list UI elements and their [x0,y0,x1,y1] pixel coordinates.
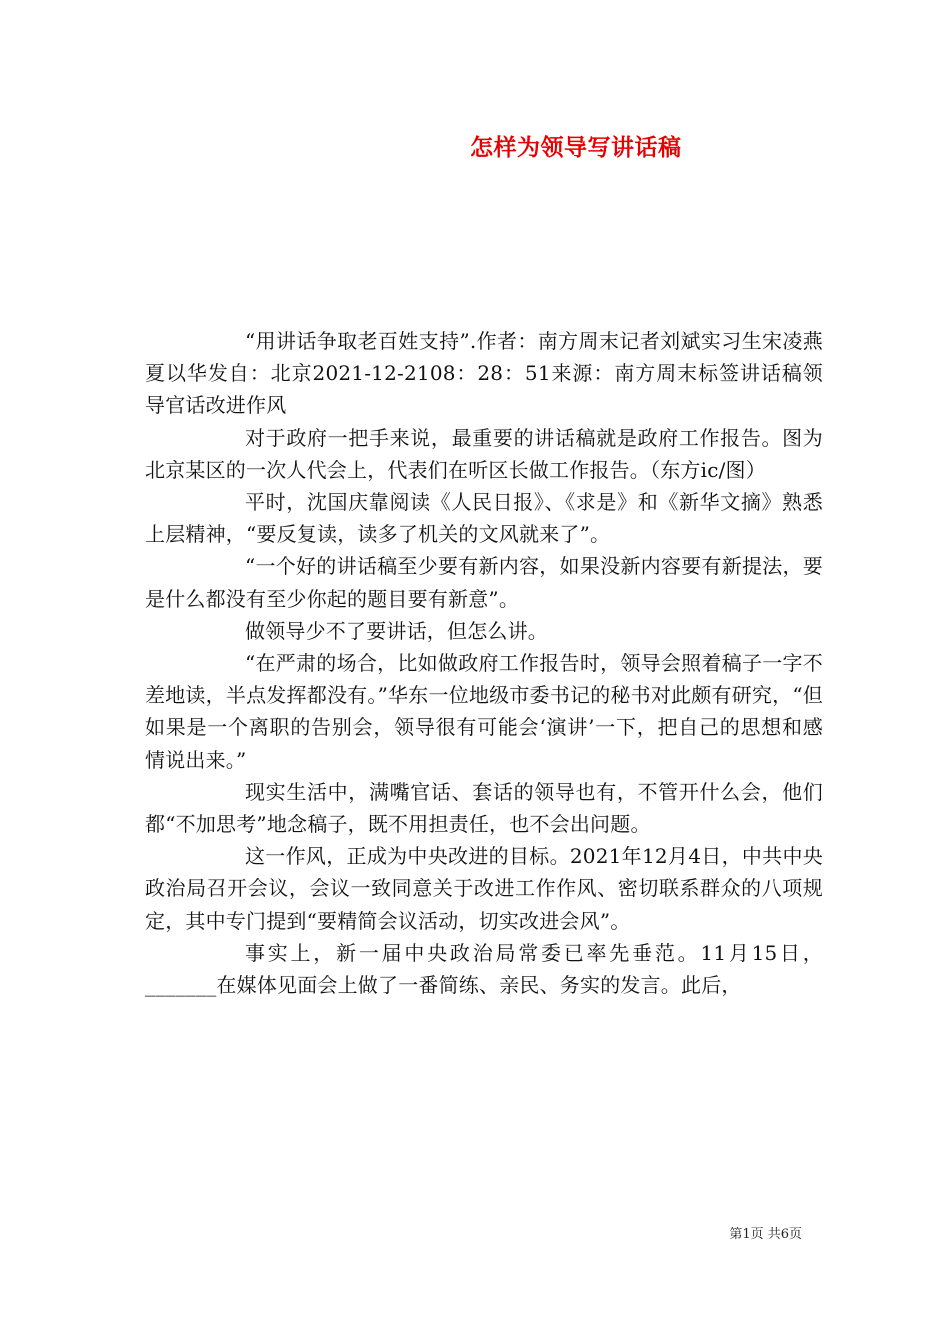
paragraph-source-info: “用讲话争取老百姓支持”.作者：南方周末记者刘斌实习生宋凌燕夏以华发自：北京2021-12-2108：28：51来源：南方周末标签讲话稿领导官话改进作风 [145,329,823,418]
paragraph-reality: 现实生活中，满嘴官话、套话的领导也有，不管开什么会，他们都“不加思考”地念稿子，既不用担责任，也不会出问题。 [145,779,823,837]
paragraph-how-to-speak: 做领导少不了要讲话，但怎么讲。 [245,618,548,643]
document-body [145,325,823,1001]
paragraph-in-fact: 事实上，新一届中央政治局常委已率先垂范。11月15日，_______在媒体见面会上做了一番简练、亲民、务实的发言。此后， [145,940,823,998]
paragraph-reading: 平时，沈国庆靠阅读《人民日报》、《求是》和《新华文摘》熟悉上层精神，“要反复读，读多了机关的文风就来了”。 [145,490,823,547]
paragraph-good-speech: “一个好的讲话稿至少要有新内容，如果没新内容要有新提法，要是什么都没有至少你起的题目要有新意”。 [145,554,823,611]
page-number-footer: 第1页 共6页 [729,1227,802,1242]
paragraph-central-reform: 这一作风，正成为中央改进的目标。2021年12月4日，中共中央政治局召开会议，会议一致同意关于改进工作作风、密切联系群众的八项规定，其中专门提到“要精简会议活动，切实改进会风”。 [145,844,823,933]
paragraph-serious-occasion: “在严肃的场合，比如做政府工作报告时，领导会照着稿子一字不差地读，半点发挥都没有。”华东一位地级市委书记的秘书对此颇有研究，“但如果是一个离职的告别会，领导很有可能会‘演讲’一下，把自己的思想和感情说出来。” [145,651,823,772]
paragraph-intro: 对于政府一把手来说，最重要的讲话稿就是政府工作报告。图为北京某区的一次人代会上，代表们在听区长做工作报告。（东方ic/图） [145,425,823,482]
document-title: 怎样为领导写讲话稿 [470,134,682,161]
